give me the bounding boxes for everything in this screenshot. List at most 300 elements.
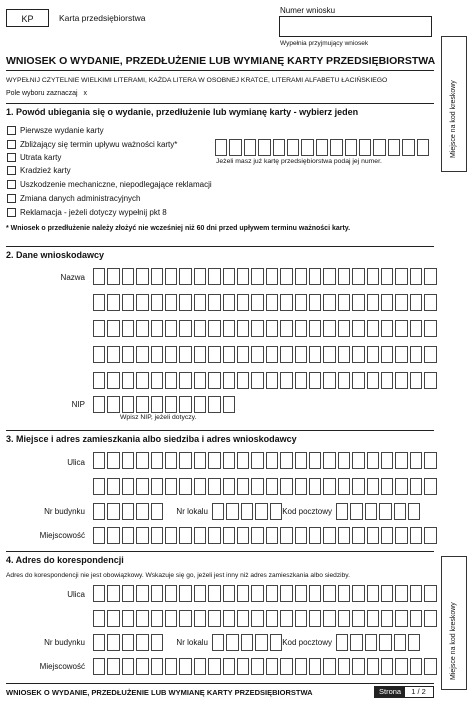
card-number-cell[interactable] — [316, 139, 328, 156]
street-cell[interactable] — [309, 478, 321, 495]
postal-cell[interactable] — [365, 634, 377, 651]
name-cell[interactable] — [309, 268, 321, 285]
city-cell[interactable] — [424, 658, 436, 675]
city-cell[interactable] — [107, 527, 119, 544]
street-cell[interactable] — [323, 610, 335, 627]
name-cell[interactable] — [395, 320, 407, 337]
name-cell[interactable] — [93, 294, 105, 311]
street-cell[interactable] — [136, 610, 148, 627]
street-cell[interactable] — [251, 585, 263, 602]
street-cell[interactable] — [179, 478, 191, 495]
city-cell[interactable] — [352, 658, 364, 675]
name-cell[interactable] — [93, 268, 105, 285]
street-cell[interactable] — [122, 452, 134, 469]
name-cell[interactable] — [410, 294, 422, 311]
name-cell[interactable] — [165, 268, 177, 285]
street-cell[interactable] — [367, 585, 379, 602]
street-cell[interactable] — [309, 452, 321, 469]
name-cell[interactable] — [179, 372, 191, 389]
unit-cell[interactable] — [241, 634, 253, 651]
nip-cell[interactable] — [107, 396, 119, 413]
card-number-cell[interactable] — [229, 139, 241, 156]
name-cell[interactable] — [165, 320, 177, 337]
name-cell[interactable] — [280, 294, 292, 311]
card-number-cell[interactable] — [330, 139, 342, 156]
street-cell[interactable] — [424, 610, 436, 627]
name-cell[interactable] — [179, 346, 191, 363]
name-cell[interactable] — [309, 372, 321, 389]
name-cell[interactable] — [208, 346, 220, 363]
building-cell[interactable] — [93, 503, 105, 520]
name-cell[interactable] — [136, 372, 148, 389]
name-cell[interactable] — [136, 346, 148, 363]
name-cell[interactable] — [367, 372, 379, 389]
name-cell[interactable] — [179, 320, 191, 337]
card-number-cell[interactable] — [244, 139, 256, 156]
city-cell[interactable] — [237, 658, 249, 675]
nip-cell[interactable] — [194, 396, 206, 413]
name-cell[interactable] — [295, 294, 307, 311]
city-cell[interactable] — [295, 658, 307, 675]
name-cell[interactable] — [107, 346, 119, 363]
street-cell[interactable] — [151, 452, 163, 469]
city-cell[interactable] — [280, 658, 292, 675]
street-cell[interactable] — [194, 478, 206, 495]
nip-cell[interactable] — [179, 396, 191, 413]
city-cell[interactable] — [338, 658, 350, 675]
nip-cell[interactable] — [151, 396, 163, 413]
card-number-cell[interactable] — [301, 139, 313, 156]
building-cell[interactable] — [107, 503, 119, 520]
city-cell[interactable] — [93, 527, 105, 544]
street-cell[interactable] — [266, 585, 278, 602]
building-cell[interactable] — [136, 634, 148, 651]
street-cell[interactable] — [179, 610, 191, 627]
city-cell[interactable] — [309, 658, 321, 675]
street-cell[interactable] — [367, 452, 379, 469]
name-cell[interactable] — [237, 268, 249, 285]
name-cell[interactable] — [107, 294, 119, 311]
checkbox-option-3[interactable] — [7, 153, 16, 162]
name-cell[interactable] — [323, 294, 335, 311]
name-cell[interactable] — [122, 268, 134, 285]
checkbox-option-5[interactable] — [7, 180, 16, 189]
name-cell[interactable] — [395, 294, 407, 311]
name-cell[interactable] — [280, 268, 292, 285]
street-cell[interactable] — [295, 452, 307, 469]
street-cell[interactable] — [410, 585, 422, 602]
unit-cell[interactable] — [212, 503, 224, 520]
name-cell[interactable] — [352, 294, 364, 311]
name-cell[interactable] — [237, 294, 249, 311]
name-cell[interactable] — [179, 294, 191, 311]
street-cell[interactable] — [223, 610, 235, 627]
name-cell[interactable] — [251, 294, 263, 311]
name-cell[interactable] — [338, 372, 350, 389]
street-cell[interactable] — [352, 585, 364, 602]
city-cell[interactable] — [179, 527, 191, 544]
city-cell[interactable] — [122, 527, 134, 544]
nip-cell[interactable] — [165, 396, 177, 413]
name-cell[interactable] — [381, 320, 393, 337]
street-cell[interactable] — [367, 610, 379, 627]
street-cell[interactable] — [266, 610, 278, 627]
street-cell[interactable] — [223, 478, 235, 495]
name-cell[interactable] — [410, 268, 422, 285]
name-cell[interactable] — [424, 268, 436, 285]
name-cell[interactable] — [367, 268, 379, 285]
name-cell[interactable] — [266, 294, 278, 311]
street-cell[interactable] — [323, 585, 335, 602]
street-cell[interactable] — [266, 478, 278, 495]
name-cell[interactable] — [93, 346, 105, 363]
name-cell[interactable] — [266, 320, 278, 337]
street-cell[interactable] — [395, 610, 407, 627]
postal-cell[interactable] — [365, 503, 377, 520]
name-cell[interactable] — [381, 346, 393, 363]
name-cell[interactable] — [323, 268, 335, 285]
city-cell[interactable] — [122, 658, 134, 675]
name-cell[interactable] — [295, 346, 307, 363]
nip-cell[interactable] — [208, 396, 220, 413]
card-number-cell[interactable] — [373, 139, 385, 156]
street-cell[interactable] — [381, 452, 393, 469]
city-cell[interactable] — [309, 527, 321, 544]
nip-cell[interactable] — [93, 396, 105, 413]
city-cell[interactable] — [338, 527, 350, 544]
street-cell[interactable] — [179, 585, 191, 602]
street-cell[interactable] — [381, 610, 393, 627]
city-cell[interactable] — [93, 658, 105, 675]
name-cell[interactable] — [237, 320, 249, 337]
postal-cell[interactable] — [379, 634, 391, 651]
name-cell[interactable] — [93, 320, 105, 337]
name-cell[interactable] — [122, 346, 134, 363]
city-cell[interactable] — [367, 658, 379, 675]
name-cell[interactable] — [122, 372, 134, 389]
card-number-cell[interactable] — [417, 139, 429, 156]
street-cell[interactable] — [338, 478, 350, 495]
street-cell[interactable] — [395, 452, 407, 469]
name-cell[interactable] — [208, 294, 220, 311]
street-cell[interactable] — [194, 610, 206, 627]
street-cell[interactable] — [136, 452, 148, 469]
street-cell[interactable] — [410, 478, 422, 495]
name-cell[interactable] — [266, 346, 278, 363]
name-cell[interactable] — [280, 320, 292, 337]
name-cell[interactable] — [151, 320, 163, 337]
name-cell[interactable] — [165, 372, 177, 389]
checkbox-option-4[interactable] — [7, 166, 16, 175]
nip-cell[interactable] — [136, 396, 148, 413]
name-cell[interactable] — [151, 372, 163, 389]
name-cell[interactable] — [410, 346, 422, 363]
name-cell[interactable] — [295, 372, 307, 389]
name-cell[interactable] — [424, 294, 436, 311]
street-cell[interactable] — [280, 478, 292, 495]
street-cell[interactable] — [295, 585, 307, 602]
name-cell[interactable] — [223, 372, 235, 389]
street-cell[interactable] — [323, 478, 335, 495]
name-cell[interactable] — [367, 294, 379, 311]
checkbox-option-7[interactable] — [7, 208, 16, 217]
building-cell[interactable] — [93, 634, 105, 651]
city-cell[interactable] — [223, 527, 235, 544]
name-cell[interactable] — [251, 320, 263, 337]
name-cell[interactable] — [107, 320, 119, 337]
name-cell[interactable] — [395, 346, 407, 363]
unit-cell[interactable] — [226, 503, 238, 520]
city-cell[interactable] — [107, 658, 119, 675]
building-cell[interactable] — [107, 634, 119, 651]
name-cell[interactable] — [194, 294, 206, 311]
postal-cell[interactable] — [394, 503, 406, 520]
city-cell[interactable] — [165, 658, 177, 675]
city-cell[interactable] — [266, 658, 278, 675]
city-cell[interactable] — [381, 658, 393, 675]
name-cell[interactable] — [424, 346, 436, 363]
street-cell[interactable] — [208, 585, 220, 602]
city-cell[interactable] — [237, 527, 249, 544]
street-cell[interactable] — [251, 610, 263, 627]
checkbox-option-1[interactable] — [7, 126, 16, 135]
postal-cell[interactable] — [408, 503, 420, 520]
postal-cell[interactable] — [350, 503, 362, 520]
street-cell[interactable] — [151, 610, 163, 627]
street-cell[interactable] — [367, 478, 379, 495]
street-cell[interactable] — [107, 452, 119, 469]
city-cell[interactable] — [136, 658, 148, 675]
street-cell[interactable] — [237, 478, 249, 495]
street-cell[interactable] — [237, 452, 249, 469]
street-cell[interactable] — [93, 585, 105, 602]
name-cell[interactable] — [295, 268, 307, 285]
name-cell[interactable] — [208, 372, 220, 389]
building-cell[interactable] — [151, 634, 163, 651]
card-number-cell[interactable] — [345, 139, 357, 156]
name-cell[interactable] — [122, 320, 134, 337]
street-cell[interactable] — [151, 585, 163, 602]
name-cell[interactable] — [338, 346, 350, 363]
name-cell[interactable] — [223, 346, 235, 363]
name-cell[interactable] — [352, 320, 364, 337]
name-cell[interactable] — [367, 320, 379, 337]
street-cell[interactable] — [338, 585, 350, 602]
street-cell[interactable] — [93, 610, 105, 627]
street-cell[interactable] — [395, 478, 407, 495]
name-cell[interactable] — [309, 346, 321, 363]
street-cell[interactable] — [424, 585, 436, 602]
street-cell[interactable] — [280, 610, 292, 627]
street-cell[interactable] — [107, 585, 119, 602]
street-cell[interactable] — [136, 585, 148, 602]
card-number-cell[interactable] — [273, 139, 285, 156]
city-cell[interactable] — [266, 527, 278, 544]
name-cell[interactable] — [266, 372, 278, 389]
postal-cell[interactable] — [379, 503, 391, 520]
street-cell[interactable] — [410, 452, 422, 469]
street-cell[interactable] — [424, 452, 436, 469]
street-cell[interactable] — [295, 478, 307, 495]
street-cell[interactable] — [280, 585, 292, 602]
street-cell[interactable] — [122, 585, 134, 602]
postal-cell[interactable] — [394, 634, 406, 651]
city-cell[interactable] — [194, 658, 206, 675]
street-cell[interactable] — [179, 452, 191, 469]
name-cell[interactable] — [295, 320, 307, 337]
street-cell[interactable] — [93, 452, 105, 469]
city-cell[interactable] — [179, 658, 191, 675]
street-cell[interactable] — [280, 452, 292, 469]
street-cell[interactable] — [194, 585, 206, 602]
name-cell[interactable] — [410, 372, 422, 389]
city-cell[interactable] — [410, 527, 422, 544]
street-cell[interactable] — [122, 610, 134, 627]
street-cell[interactable] — [424, 478, 436, 495]
name-cell[interactable] — [309, 320, 321, 337]
street-cell[interactable] — [395, 585, 407, 602]
city-cell[interactable] — [352, 527, 364, 544]
city-cell[interactable] — [251, 527, 263, 544]
card-number-cell[interactable] — [215, 139, 227, 156]
name-cell[interactable] — [424, 320, 436, 337]
name-cell[interactable] — [323, 346, 335, 363]
name-cell[interactable] — [266, 268, 278, 285]
city-cell[interactable] — [323, 658, 335, 675]
name-cell[interactable] — [165, 346, 177, 363]
street-cell[interactable] — [107, 478, 119, 495]
name-cell[interactable] — [410, 320, 422, 337]
name-cell[interactable] — [136, 294, 148, 311]
name-cell[interactable] — [237, 346, 249, 363]
unit-cell[interactable] — [226, 634, 238, 651]
name-cell[interactable] — [251, 268, 263, 285]
city-cell[interactable] — [410, 658, 422, 675]
card-number-cell[interactable] — [287, 139, 299, 156]
nip-cell[interactable] — [122, 396, 134, 413]
name-cell[interactable] — [251, 346, 263, 363]
card-number-cell[interactable] — [359, 139, 371, 156]
name-cell[interactable] — [323, 320, 335, 337]
name-cell[interactable] — [395, 268, 407, 285]
street-cell[interactable] — [295, 610, 307, 627]
name-cell[interactable] — [122, 294, 134, 311]
name-cell[interactable] — [280, 372, 292, 389]
name-cell[interactable] — [280, 346, 292, 363]
city-cell[interactable] — [151, 658, 163, 675]
city-cell[interactable] — [295, 527, 307, 544]
street-cell[interactable] — [165, 478, 177, 495]
street-cell[interactable] — [223, 585, 235, 602]
city-cell[interactable] — [367, 527, 379, 544]
name-cell[interactable] — [395, 372, 407, 389]
street-cell[interactable] — [107, 610, 119, 627]
street-cell[interactable] — [338, 610, 350, 627]
street-cell[interactable] — [352, 610, 364, 627]
city-cell[interactable] — [194, 527, 206, 544]
name-cell[interactable] — [223, 294, 235, 311]
street-cell[interactable] — [352, 478, 364, 495]
street-cell[interactable] — [122, 478, 134, 495]
card-number-cell[interactable] — [258, 139, 270, 156]
street-cell[interactable] — [194, 452, 206, 469]
name-cell[interactable] — [194, 268, 206, 285]
city-cell[interactable] — [280, 527, 292, 544]
city-cell[interactable] — [223, 658, 235, 675]
city-cell[interactable] — [251, 658, 263, 675]
city-cell[interactable] — [151, 527, 163, 544]
card-number-cell[interactable] — [388, 139, 400, 156]
street-cell[interactable] — [208, 610, 220, 627]
checkbox-option-2[interactable] — [7, 140, 16, 149]
name-cell[interactable] — [352, 346, 364, 363]
street-cell[interactable] — [309, 610, 321, 627]
street-cell[interactable] — [410, 610, 422, 627]
name-cell[interactable] — [381, 294, 393, 311]
building-cell[interactable] — [151, 503, 163, 520]
name-cell[interactable] — [136, 320, 148, 337]
name-cell[interactable] — [151, 346, 163, 363]
city-cell[interactable] — [395, 658, 407, 675]
name-cell[interactable] — [338, 294, 350, 311]
name-cell[interactable] — [223, 320, 235, 337]
name-cell[interactable] — [223, 268, 235, 285]
name-cell[interactable] — [107, 372, 119, 389]
name-cell[interactable] — [367, 346, 379, 363]
app-number-field[interactable] — [279, 16, 432, 37]
name-cell[interactable] — [165, 294, 177, 311]
building-cell[interactable] — [122, 634, 134, 651]
city-cell[interactable] — [165, 527, 177, 544]
nip-cell[interactable] — [223, 396, 235, 413]
name-cell[interactable] — [194, 320, 206, 337]
unit-cell[interactable] — [270, 634, 282, 651]
city-cell[interactable] — [136, 527, 148, 544]
street-cell[interactable] — [165, 452, 177, 469]
unit-cell[interactable] — [241, 503, 253, 520]
street-cell[interactable] — [266, 452, 278, 469]
name-cell[interactable] — [208, 268, 220, 285]
unit-cell[interactable] — [255, 634, 267, 651]
postal-cell[interactable] — [408, 634, 420, 651]
street-cell[interactable] — [223, 452, 235, 469]
street-cell[interactable] — [136, 478, 148, 495]
postal-cell[interactable] — [336, 634, 348, 651]
street-cell[interactable] — [165, 610, 177, 627]
name-cell[interactable] — [194, 346, 206, 363]
city-cell[interactable] — [424, 527, 436, 544]
street-cell[interactable] — [237, 585, 249, 602]
name-cell[interactable] — [208, 320, 220, 337]
name-cell[interactable] — [352, 268, 364, 285]
building-cell[interactable] — [136, 503, 148, 520]
postal-cell[interactable] — [350, 634, 362, 651]
street-cell[interactable] — [381, 478, 393, 495]
city-cell[interactable] — [208, 658, 220, 675]
unit-cell[interactable] — [270, 503, 282, 520]
street-cell[interactable] — [93, 478, 105, 495]
street-cell[interactable] — [151, 478, 163, 495]
street-cell[interactable] — [323, 452, 335, 469]
name-cell[interactable] — [107, 268, 119, 285]
street-cell[interactable] — [251, 452, 263, 469]
city-cell[interactable] — [381, 527, 393, 544]
street-cell[interactable] — [338, 452, 350, 469]
name-cell[interactable] — [352, 372, 364, 389]
card-number-cell[interactable] — [402, 139, 414, 156]
street-cell[interactable] — [309, 585, 321, 602]
name-cell[interactable] — [136, 268, 148, 285]
